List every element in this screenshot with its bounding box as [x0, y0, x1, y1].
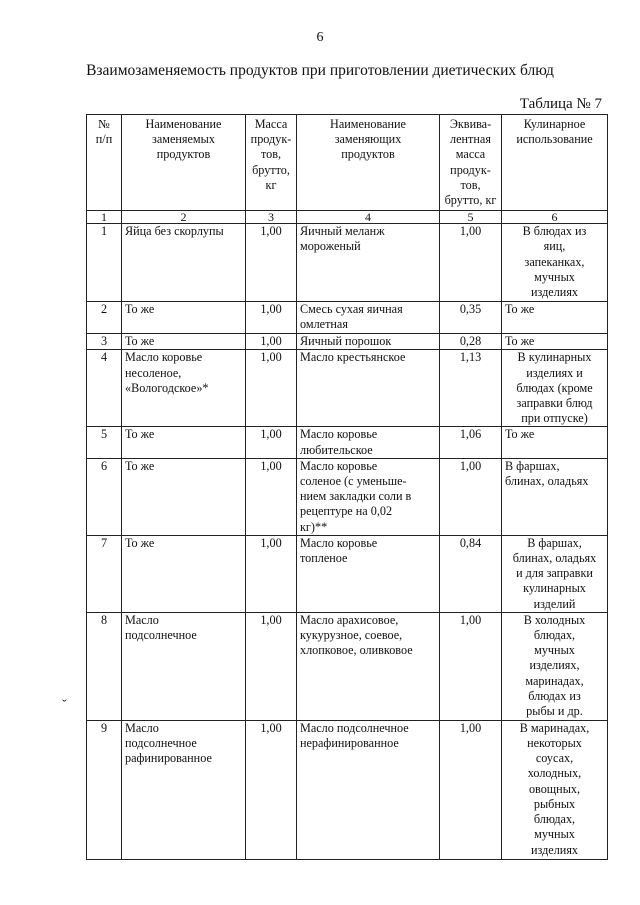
- row-number: 8: [87, 612, 122, 720]
- equivalent-mass: 1,06: [440, 427, 502, 458]
- column-number: 5: [440, 211, 502, 224]
- substitute-product: Масло подсолнечное нерафинированное: [297, 720, 440, 859]
- table-row: [87, 427, 608, 458]
- gross-mass: 1,00: [246, 302, 297, 334]
- equivalent-mass: 1,13: [440, 350, 502, 427]
- row-number: 3: [87, 334, 122, 350]
- table-row: [87, 334, 608, 350]
- gross-mass: 1,00: [246, 458, 297, 535]
- gross-mass: 1,00: [246, 224, 297, 302]
- row-number: 7: [87, 535, 122, 612]
- culinary-use: В холодных блюдах, мучных изделиях, маринадах, блюдах из рыбы и др.: [502, 612, 608, 720]
- header-row: [87, 115, 608, 211]
- equivalent-mass: 1,00: [440, 458, 502, 535]
- row-number: 2: [87, 302, 122, 334]
- replaced-product: Масло коровье несоленое, «Вологодское»*: [122, 350, 246, 427]
- replaced-product: То же: [122, 458, 246, 535]
- gross-mass: 1,00: [246, 350, 297, 427]
- table-caption: Таблица № 7: [519, 96, 602, 112]
- culinary-use: В маринадах, некоторых соусах, холодных, овощных, рыбных блюдах, мучных изделиях: [502, 720, 608, 859]
- replaced-product: То же: [122, 302, 246, 334]
- equivalent-mass: 1,00: [440, 612, 502, 720]
- culinary-use: То же: [502, 427, 608, 458]
- header-cell: Наименование заменяемых продуктов: [122, 115, 246, 211]
- replaced-product: Масло подсолнечное рафинированное: [122, 720, 246, 859]
- culinary-use: В кулинарных изделиях и блюдах (кроме заправки блюд при отпуске): [502, 350, 608, 427]
- row-number: 9: [87, 720, 122, 859]
- page-number: 6: [316, 30, 324, 45]
- culinary-use: То же: [502, 302, 608, 334]
- column-number: 4: [297, 211, 440, 224]
- row-number: 1: [87, 224, 122, 302]
- margin-mark: ˇ: [62, 698, 67, 713]
- column-number: 2: [122, 211, 246, 224]
- substitution-table: [86, 114, 608, 860]
- column-number: 1: [87, 211, 122, 224]
- table-row: [87, 458, 608, 535]
- substitute-product: Масло коровье соленое (с уменьше- нием закладки соли в рецептуре на 0,02 кг)**: [297, 458, 440, 535]
- substitute-product: Смесь сухая яичная омлетная: [297, 302, 440, 334]
- replaced-product: То же: [122, 535, 246, 612]
- header-cell: Эквива- лентная масса продук- тов, брутто, кг: [440, 115, 502, 211]
- substitute-product: Яичный меланж мороженый: [297, 224, 440, 302]
- equivalent-mass: 1,00: [440, 224, 502, 302]
- culinary-use: То же: [502, 334, 608, 350]
- gross-mass: 1,00: [246, 535, 297, 612]
- substitute-product: Масло арахисовое, кукурузное, соевое, хлопковое, оливковое: [297, 612, 440, 720]
- substitute-product: Яичный порошок: [297, 334, 440, 350]
- table-row: [87, 612, 608, 720]
- replaced-product: Яйца без скорлупы: [122, 224, 246, 302]
- row-number: 4: [87, 350, 122, 427]
- gross-mass: 1,00: [246, 612, 297, 720]
- culinary-use: В блюдах из яиц, запеканках, мучных изделиях: [502, 224, 608, 302]
- header-cell: Кулинарное использование: [502, 115, 608, 211]
- table-row: [87, 720, 608, 859]
- header-cell: Масса продук- тов, брутто, кг: [246, 115, 297, 211]
- table-row: [87, 302, 608, 334]
- column-number: 3: [246, 211, 297, 224]
- header-cell: № п/п: [87, 115, 122, 211]
- document-title: Взаимозаменяемость продуктов при приготовлении диетических блюд: [86, 62, 554, 79]
- replaced-product: Масло подсолнечное: [122, 612, 246, 720]
- row-number: 6: [87, 458, 122, 535]
- table-row: [87, 224, 608, 302]
- equivalent-mass: 0,28: [440, 334, 502, 350]
- substitute-product: Масло коровье топленое: [297, 535, 440, 612]
- gross-mass: 1,00: [246, 427, 297, 458]
- equivalent-mass: 0,35: [440, 302, 502, 334]
- header-cell: Наименование заменяющих продуктов: [297, 115, 440, 211]
- substitute-product: Масло крестьянское: [297, 350, 440, 427]
- column-number: 6: [502, 211, 608, 224]
- culinary-use: В фаршах, блинах, оладьях: [502, 458, 608, 535]
- replaced-product: То же: [122, 334, 246, 350]
- table-row: [87, 535, 608, 612]
- replaced-product: То же: [122, 427, 246, 458]
- substitute-product: Масло коровье любительское: [297, 427, 440, 458]
- culinary-use: В фаршах, блинах, оладьях и для заправки кулинарных изделий: [502, 535, 608, 612]
- equivalent-mass: 1,00: [440, 720, 502, 859]
- gross-mass: 1,00: [246, 334, 297, 350]
- table-row: [87, 350, 608, 427]
- gross-mass: 1,00: [246, 720, 297, 859]
- column-number-row: [87, 211, 608, 224]
- equivalent-mass: 0,84: [440, 535, 502, 612]
- row-number: 5: [87, 427, 122, 458]
